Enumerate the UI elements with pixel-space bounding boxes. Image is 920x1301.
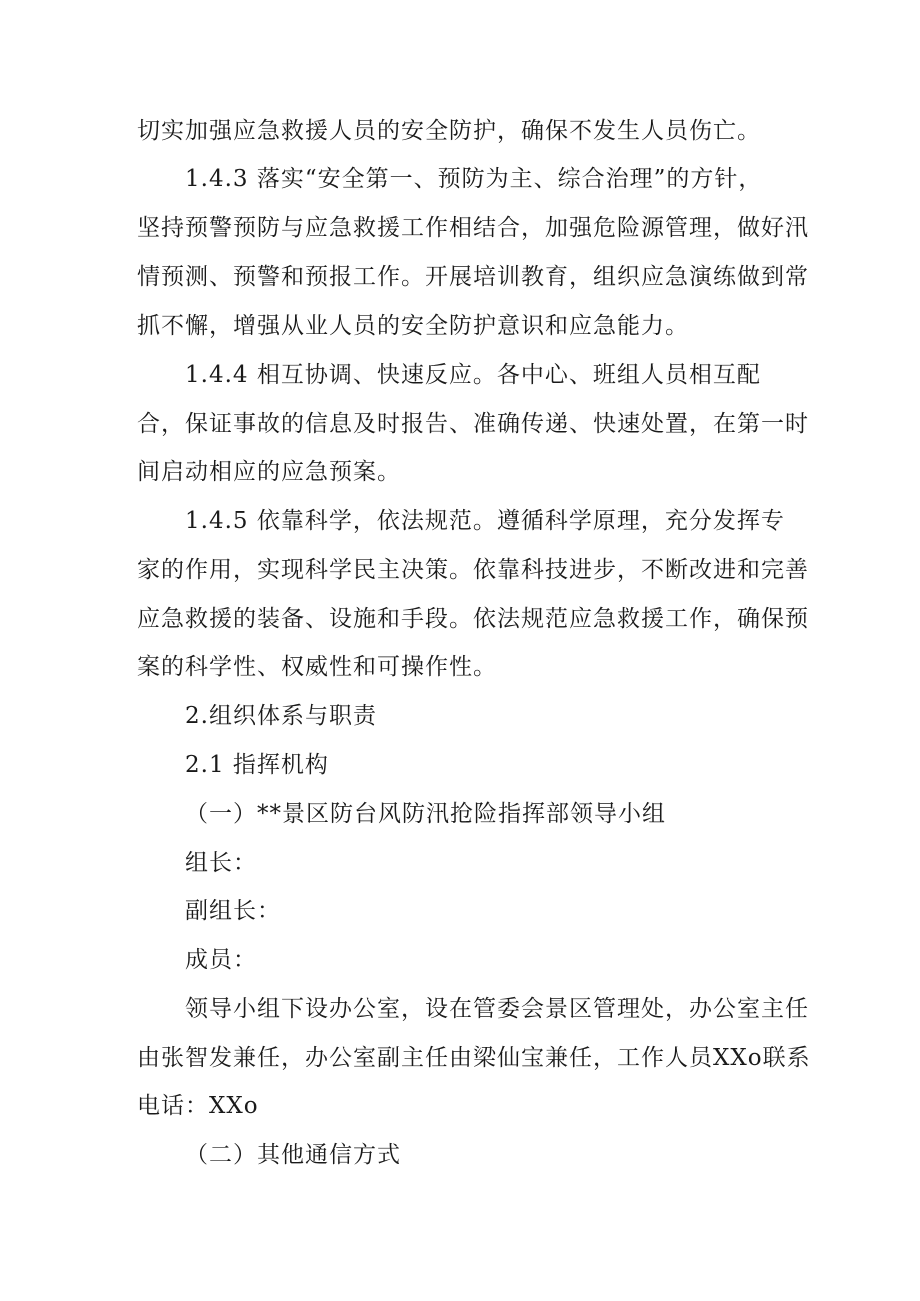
field-group-leader: 组长： (185, 850, 257, 876)
text-line-11: 应急救援的装备、设施和手段。依法规范应急救援工作，确保预 (137, 606, 809, 632)
text-line-7: 合，保证事故的信息及时报告、准确传递、快速处置，在第一时 (137, 411, 809, 437)
subheading-other-contacts: （二）其他通信方式 (185, 1142, 401, 1168)
field-members: 成员： (185, 947, 257, 973)
text-line-8: 间启动相应的应急预案。 (137, 459, 401, 485)
subheading-leadership-group: （一）**景区防台风防汛抢险指挥部领导小组 (185, 801, 666, 827)
text-line-10: 家的作用，实现科学民主决策。依靠科技进步，不断改进和完善 (137, 557, 809, 583)
text-line-office-2: 由张智发兼任，办公室副主任由梁仙宝兼任，工作人员XXo联系 (137, 1045, 811, 1071)
text-line-office-3: 电话：XXo (137, 1093, 259, 1119)
text-line-5: 抓不懈，增强从业人员的安全防护意识和应急能力。 (137, 313, 689, 339)
field-deputy-leader: 副组长： (185, 898, 281, 924)
text-line-9: 1.4.5 依靠科学，依法规范。遵循科学原理，充分发挥专 (185, 508, 785, 534)
text-line-6: 1.4.4 相互协调、快速反应。各中心、班组人员相互配 (185, 362, 761, 388)
text-line-office-1: 领导小组下设办公室，设在管委会景区管理处，办公室主任 (185, 996, 809, 1022)
section-heading-2-1: 2.1 指挥机构 (185, 752, 329, 778)
text-line-3: 坚持预警预防与应急救援工作相结合，加强危险源管理，做好汛 (137, 215, 809, 241)
section-heading-2: 2.组织体系与职责 (185, 703, 377, 729)
text-line-1: 切实加强应急救援人员的安全防护，确保不发生人员伤亡。 (137, 118, 761, 144)
text-line-4: 情预测、预警和预报工作。开展培训教育，组织应急演练做到常 (137, 264, 809, 290)
text-line-2: 1.4.3 落实“安全第一、预防为主、综合治理”的方针， (185, 166, 763, 192)
text-line-12: 案的科学性、权威性和可操作性。 (137, 654, 497, 680)
